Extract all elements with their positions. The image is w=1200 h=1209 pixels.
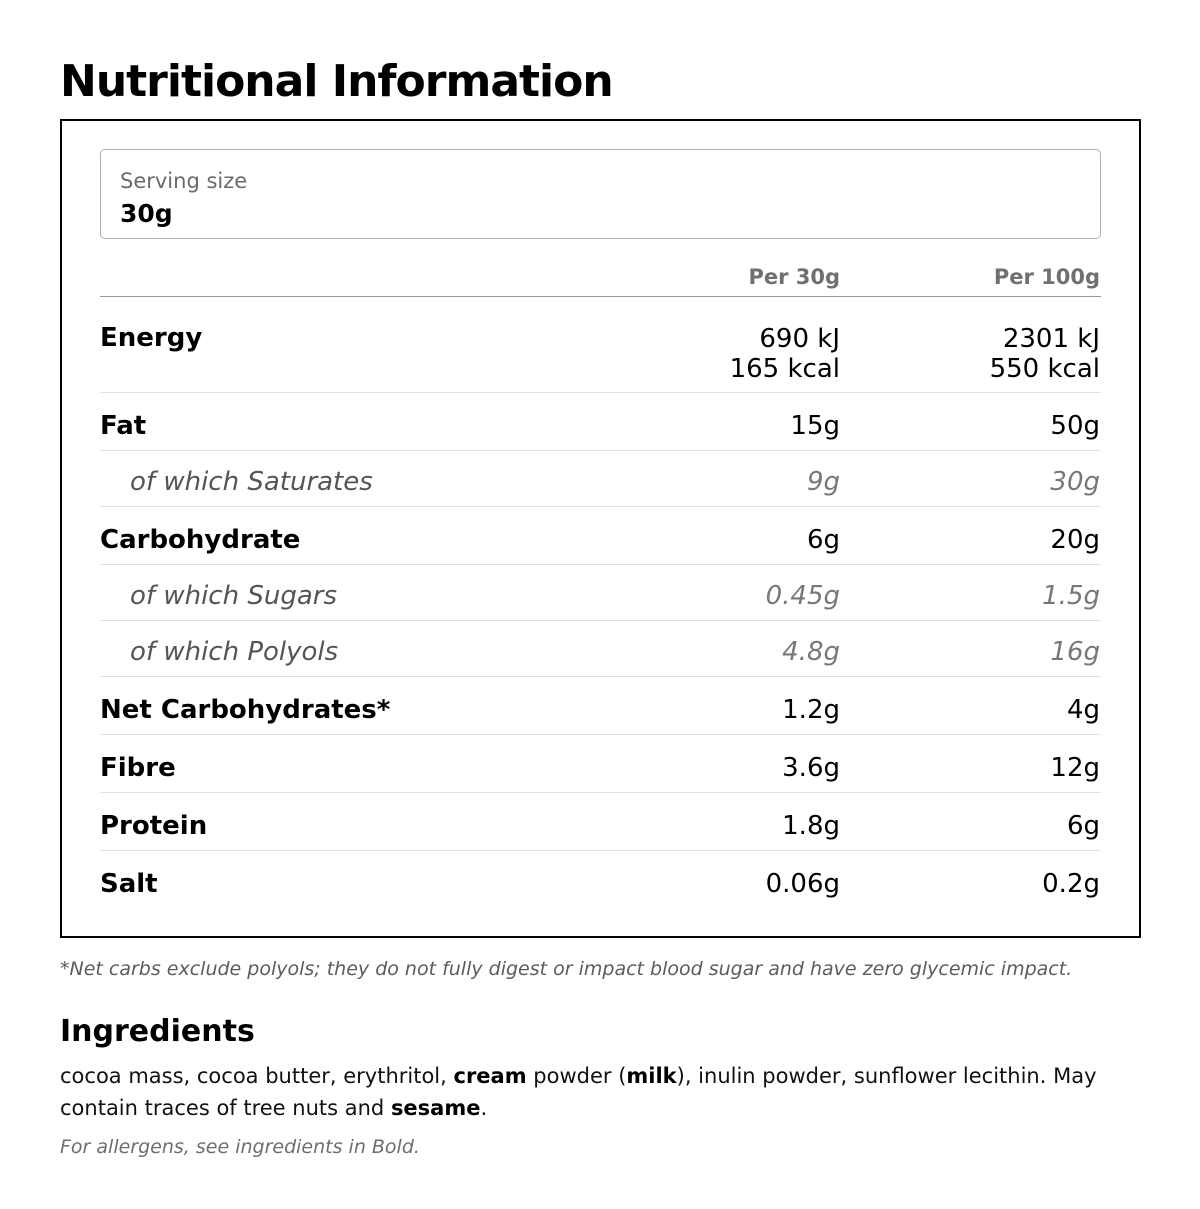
per-serving-value: 15g xyxy=(790,411,840,441)
table-row-fibre xyxy=(100,735,1101,793)
per-serving-value: 1.2g xyxy=(782,695,840,725)
nutrient-label: of which Sugars xyxy=(130,581,337,611)
nutrient-label: Protein xyxy=(100,811,208,841)
per-100g-value: 30g xyxy=(1050,467,1100,497)
nutrient-label: Energy xyxy=(100,323,203,353)
per-serving-value: 9g xyxy=(806,467,840,497)
nutrient-label: Carbohydrate xyxy=(100,525,301,555)
ingredients-segment: . xyxy=(480,1096,488,1120)
per-100g-value: 1.5g xyxy=(1042,581,1100,611)
table-row-energy xyxy=(100,297,1101,393)
net-carbs-footnote: *Net carbs exclude polyols; they do not fully digest or impact blood sugar and have zero glycemic impact. xyxy=(60,958,1073,980)
serving-size-label: Serving size xyxy=(120,169,248,193)
nutrient-label: Net Carbohydrates* xyxy=(100,695,391,725)
per-100g-value: 2301 kJ xyxy=(1002,324,1100,354)
table-row-fat xyxy=(100,393,1101,451)
table-row-protein xyxy=(100,793,1101,851)
ingredients-segment: powder ( xyxy=(526,1064,627,1088)
allergen-milk: milk xyxy=(626,1064,677,1088)
ingredients-text xyxy=(60,1060,1140,1124)
per-100g-value: 16g xyxy=(1050,637,1100,667)
per-100g-value: 50g xyxy=(1050,411,1100,441)
per-serving-value: 0.06g xyxy=(765,869,840,899)
table-row-saturates xyxy=(100,451,1101,507)
per-serving-value: 1.8g xyxy=(782,811,840,841)
per-serving-value: 690 kJ xyxy=(759,324,840,354)
allergen-sesame: sesame xyxy=(390,1096,481,1120)
per-100g-value: 4g xyxy=(1066,695,1100,725)
table-row-carbohydrate xyxy=(100,507,1101,565)
per-serving-value-kcal: 165 kcal xyxy=(729,354,840,384)
table-row-polyols xyxy=(100,621,1101,677)
nutrition-table xyxy=(60,119,1141,938)
serving-size-box xyxy=(100,149,1101,239)
nutrient-label: of which Polyols xyxy=(130,637,339,667)
allergen-note: For allergens, see ingredients in Bold. xyxy=(60,1136,420,1158)
table-row-net-carbohydrates xyxy=(100,677,1101,735)
table-row-salt xyxy=(100,851,1101,908)
ingredients-segment: ), inulin powder, sunflower lecithin. May contain traces of tree nuts and xyxy=(60,1064,1097,1120)
per-serving-value: 4.8g xyxy=(782,637,840,667)
nutrient-label: Salt xyxy=(100,869,158,899)
column-header-per-serving: Per 30g xyxy=(748,265,840,289)
per-100g-value: 20g xyxy=(1050,525,1100,555)
per-serving-value: 6g xyxy=(806,525,840,555)
serving-size-value: 30g xyxy=(120,199,173,228)
ingredients-heading: Ingredients xyxy=(60,1014,255,1049)
page-title: Nutritional Information xyxy=(60,56,613,107)
per-serving-value: 3.6g xyxy=(782,753,840,783)
column-header-per-100g: Per 100g xyxy=(993,265,1100,289)
per-100g-value: 6g xyxy=(1066,811,1100,841)
table-row-sugars xyxy=(100,565,1101,621)
allergen-cream: cream xyxy=(453,1064,527,1088)
nutrient-label: Fat xyxy=(100,411,147,441)
per-serving-value: 0.45g xyxy=(765,581,840,611)
per-100g-value: 12g xyxy=(1050,753,1100,783)
per-100g-value: 0.2g xyxy=(1042,869,1100,899)
ingredients-segment: cocoa mass, cocoa butter, erythritol, xyxy=(60,1064,454,1088)
nutrient-label: Fibre xyxy=(100,753,176,783)
nutrient-label: of which Saturates xyxy=(130,467,373,497)
per-100g-value-kcal: 550 kcal xyxy=(989,354,1100,384)
